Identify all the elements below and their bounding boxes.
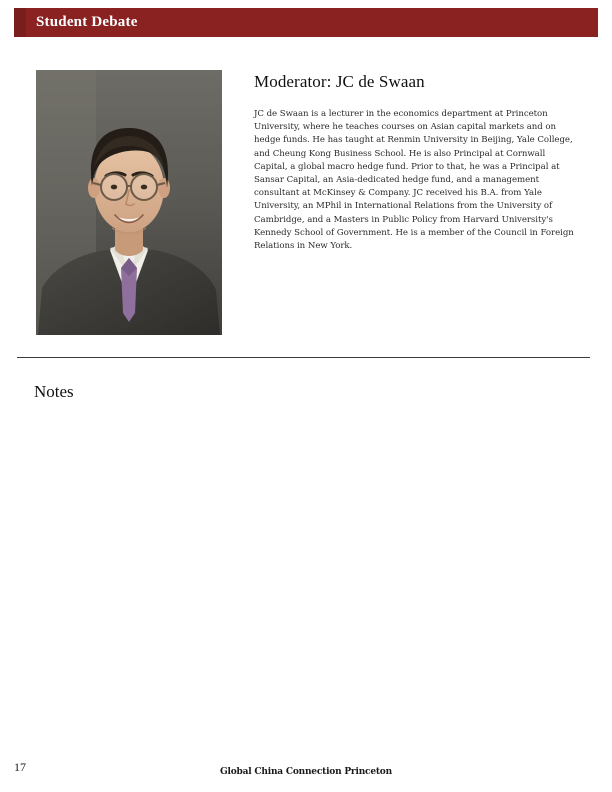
notes-area[interactable]	[34, 412, 579, 732]
section-divider	[17, 357, 590, 358]
notes-heading: Notes	[34, 382, 74, 401]
page-number: 17	[14, 760, 26, 774]
portrait-photo-image	[36, 70, 222, 335]
footer-organization: Global China Connection Princeton	[220, 767, 392, 777]
portrait-photo	[36, 70, 222, 335]
moderator-bio: JC de Swaan is a lecturer in the economics department at Princeton University, where he teaches courses on Asian capital markets and on hedge funds. He has taught at Renmin University in Beijing, Yale College, and Cheung Kong Business School. He is also Principal at Cornwall Capital, a global macro hedge fund. Prior to that, he was a Principal at Sansar Capital, an Asia-dedicated hedge fund, and a management consultant at McKinsey & Company. JC received his B.A. from Yale University, an MPhil in International Relations from the University of Cambridge, and a Masters in Public Policy from Harvard University's Kennedy School of Government. He is a member of the Council in Foreign Relations in New York.	[254, 109, 574, 252]
moderator-heading: Moderator: JC de Swaan	[254, 72, 425, 91]
header-accent-block	[14, 8, 26, 37]
page-title: Student Debate	[36, 14, 138, 30]
